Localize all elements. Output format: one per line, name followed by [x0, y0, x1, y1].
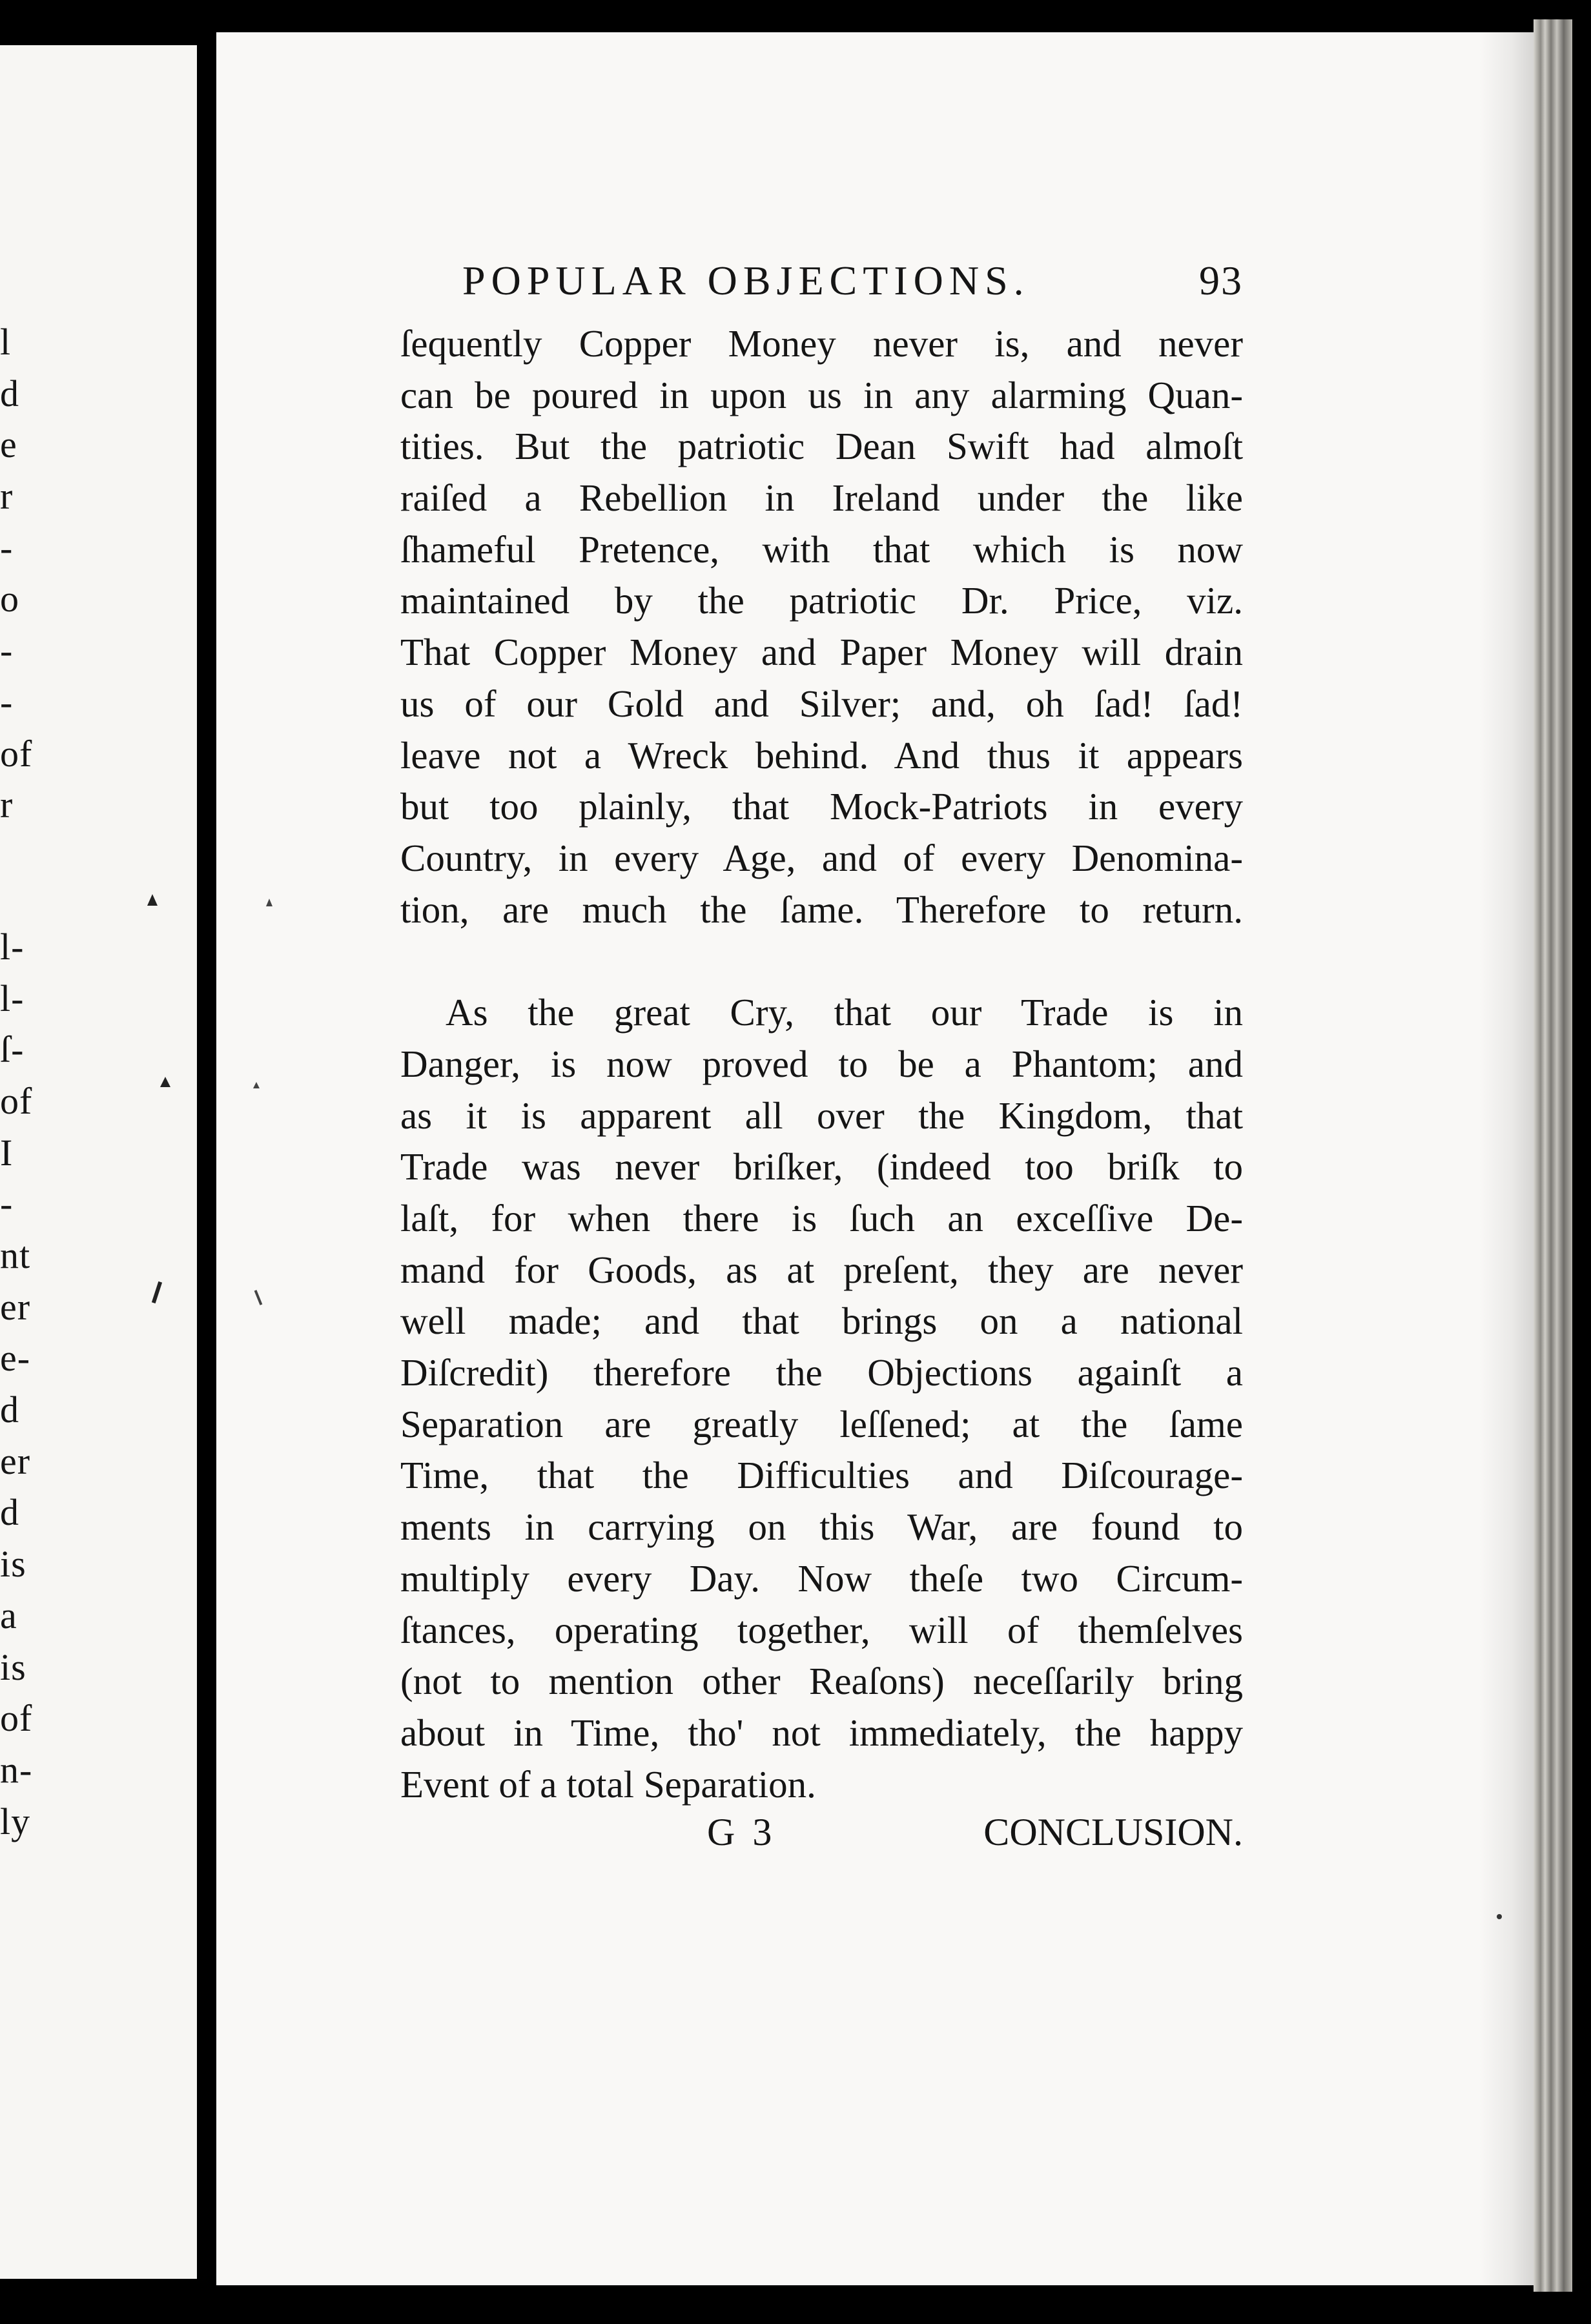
running-head: [400, 257, 1243, 318]
text-line: us of our Gold and Silver; and, oh ſad! ſad!: [400, 682, 1243, 725]
print-mark: [253, 1082, 260, 1088]
facing-page: [0, 45, 197, 2279]
facing-fragment: d: [0, 1389, 19, 1431]
text-line: laſt, for when there is ſuch an exceſſive De-: [400, 1197, 1243, 1239]
facing-fragment: is: [0, 1543, 26, 1585]
text-line: As the great Cry, that our Trade is in: [446, 991, 1243, 1034]
text-line: ments in carrying on this War, are found to: [400, 1505, 1243, 1549]
catchline: [400, 1810, 1243, 1868]
paragraph-1: [400, 318, 1243, 935]
print-mark: [266, 899, 272, 906]
facing-fragment: d: [0, 372, 19, 414]
facing-fragment: -: [0, 629, 14, 672]
facing-fragment: e-: [0, 1337, 31, 1380]
print-mark: [160, 1077, 170, 1087]
facing-fragment: ly: [0, 1800, 31, 1842]
text-line: about in Time, tho' not immediately, the happy: [400, 1711, 1243, 1754]
text-line: ſhameful Pretence, with that which is now: [400, 527, 1243, 571]
page-text: [400, 257, 1243, 1868]
facing-fragment: of: [0, 1079, 33, 1122]
facing-fragment: r: [0, 784, 14, 826]
facing-fragment: d: [0, 1491, 19, 1534]
text-line: Separation are greatly leſſened; at the ſame: [400, 1402, 1243, 1445]
text-line: can be poured in upon us in any alarming Quan-: [400, 373, 1243, 416]
text-line: ſtances, operating together, will of themſelves: [400, 1608, 1243, 1651]
paragraph-2: [400, 987, 1243, 1810]
facing-fragment: -: [0, 1183, 14, 1225]
text-line: Time, that the Difficulties and Diſcourage-: [400, 1454, 1243, 1497]
facing-fragment: is: [0, 1646, 26, 1688]
text-line: Trade was never briſker, (indeed too briſk to: [400, 1145, 1243, 1188]
text-line: leave not a Wreck behind. And thus it appears: [400, 733, 1243, 777]
text-line: but too plainly, that Mock-Patriots in every: [400, 785, 1243, 828]
facing-fragment: l-: [0, 925, 25, 968]
facing-fragment: -: [0, 680, 14, 723]
text-line: tities. But the patriotic Dean Swift had almoſt: [400, 425, 1243, 468]
text-line: tion, are much the ſame. Therefore to return.: [400, 888, 1243, 931]
text-line: Country, in every Age, and of every Denomina-: [400, 836, 1243, 879]
book-gutter: [197, 32, 216, 2292]
text-line: multiply every Day. Now theſe two Circum-: [400, 1556, 1243, 1600]
page-fore-edge: [1534, 19, 1572, 2292]
page-edge-shadow: [1479, 32, 1534, 2285]
text-line: Danger, is now proved to be a Phantom; and: [400, 1042, 1243, 1085]
facing-fragment: a: [0, 1594, 17, 1636]
facing-fragment: r: [0, 475, 14, 518]
page-number: 93: [1199, 258, 1243, 303]
text-line: mand for Goods, as at preſent, they are never: [400, 1248, 1243, 1291]
text-line: raiſed a Rebellion in Ireland under the like: [400, 476, 1243, 520]
catchword: CONCLUSION.: [983, 1811, 1243, 1854]
text-line: Event of a total Separation.: [400, 1762, 816, 1806]
facing-fragment: er: [0, 1440, 31, 1482]
facing-fragment: n-: [0, 1748, 33, 1791]
facing-fragment: ſ-: [0, 1028, 25, 1071]
facing-fragment: l: [0, 321, 12, 363]
facing-fragment: o: [0, 578, 19, 620]
facing-fragment: l-: [0, 977, 25, 1019]
signature-mark: G 3: [707, 1811, 776, 1854]
text-line: That Copper Money and Paper Money will drain: [400, 631, 1243, 674]
facing-fragment: of: [0, 1697, 33, 1740]
print-mark: [147, 894, 158, 906]
text-line: Diſcredit) therefore the Objections againſt a: [400, 1351, 1243, 1394]
facing-page-text-edge: [0, 316, 71, 1847]
facing-fragment: e: [0, 423, 17, 466]
ink-speck: [1497, 1914, 1502, 1919]
facing-fragment: er: [0, 1285, 31, 1328]
facing-fragment: of: [0, 732, 33, 775]
text-line: (not to mention other Reaſons) neceſſarily bring: [400, 1660, 1243, 1703]
text-line: ſequently Copper Money never is, and never: [400, 322, 1243, 365]
text-line: well made; and that brings on a national: [400, 1300, 1243, 1343]
text-line: maintained by the patriotic Dr. Price, viz.: [400, 579, 1243, 622]
running-head-title: POPULAR OBJECTIONS.: [462, 258, 1030, 303]
facing-fragment: -: [0, 526, 14, 569]
facing-fragment: I: [0, 1131, 14, 1174]
facing-fragment: nt: [0, 1234, 31, 1276]
text-line: as it is apparent all over the Kingdom, that: [400, 1094, 1243, 1137]
